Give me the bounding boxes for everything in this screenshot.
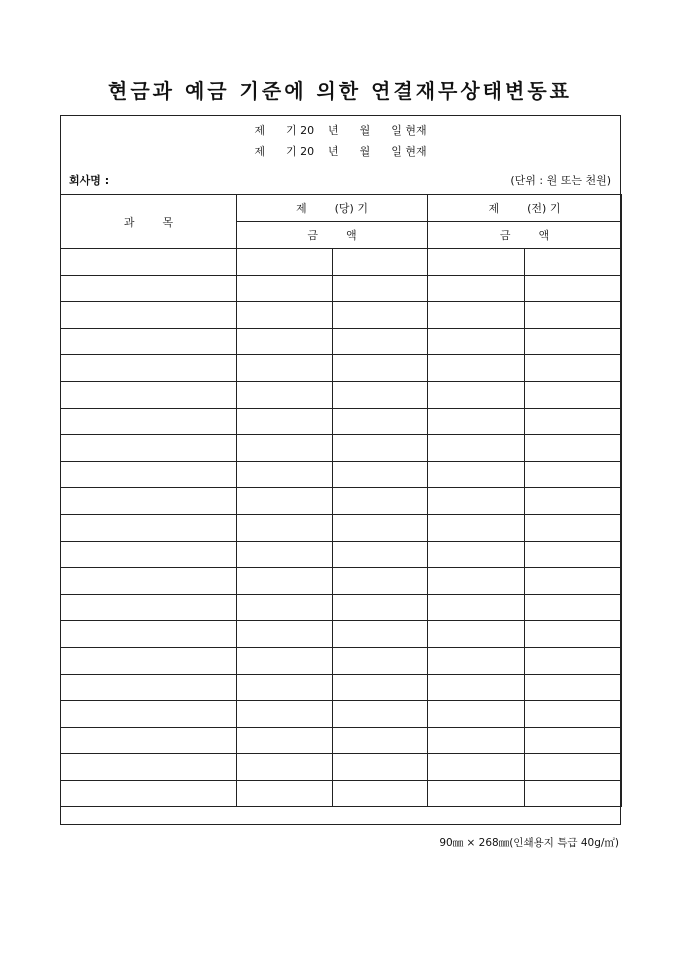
cell-prior-amount-1[interactable] — [428, 514, 525, 541]
cell-prior-amount-2[interactable] — [525, 647, 622, 674]
table-header-row — [61, 195, 622, 222]
cell-current-amount-1[interactable] — [237, 328, 333, 355]
cell-prior-amount-2[interactable] — [525, 408, 622, 435]
cell-prior-amount-2[interactable] — [525, 249, 622, 276]
table-row — [61, 568, 622, 595]
cell-prior-amount-1[interactable] — [428, 780, 525, 807]
table-row — [61, 754, 622, 781]
cell-account[interactable] — [61, 594, 237, 621]
cell-current-amount-1[interactable] — [237, 701, 333, 728]
cell-prior-amount-2[interactable] — [525, 435, 622, 462]
cell-current-amount-1[interactable] — [237, 541, 333, 568]
cell-prior-amount-2[interactable] — [525, 275, 622, 302]
cell-current-amount-2[interactable] — [333, 408, 428, 435]
period-line-current: 제 기 20 년 월 일 현재 — [254, 124, 427, 137]
cell-current-amount-2[interactable] — [333, 435, 428, 462]
table-row — [61, 435, 622, 462]
period-line-prior: 제 기 20 년 월 일 현재 — [254, 145, 427, 158]
cell-prior-amount-1[interactable] — [428, 381, 525, 408]
cell-prior-amount-2[interactable] — [525, 328, 622, 355]
cell-account[interactable] — [61, 514, 237, 541]
table-row — [61, 328, 622, 355]
cell-account[interactable] — [61, 674, 237, 701]
cell-prior-amount-2[interactable] — [525, 780, 622, 807]
cell-account[interactable] — [61, 568, 237, 595]
cell-prior-amount-1[interactable] — [428, 727, 525, 754]
table-row — [61, 275, 622, 302]
cell-current-amount-2[interactable] — [333, 621, 428, 648]
cell-current-amount-2[interactable] — [333, 328, 428, 355]
cell-prior-amount-1[interactable] — [428, 275, 525, 302]
cell-account[interactable] — [61, 647, 237, 674]
cell-prior-amount-1[interactable] — [428, 461, 525, 488]
cell-current-amount-1[interactable] — [237, 435, 333, 462]
cell-account[interactable] — [61, 355, 237, 382]
header-current-period: 제 (당) 기 — [237, 195, 428, 222]
cell-prior-amount-2[interactable] — [525, 621, 622, 648]
cell-current-amount-1[interactable] — [237, 488, 333, 515]
cell-prior-amount-2[interactable] — [525, 594, 622, 621]
cell-current-amount-1[interactable] — [237, 381, 333, 408]
cell-prior-amount-2[interactable] — [525, 674, 622, 701]
cell-current-amount-2[interactable] — [333, 647, 428, 674]
table-row — [61, 701, 622, 728]
cell-current-amount-1[interactable] — [237, 461, 333, 488]
cell-prior-amount-1[interactable] — [428, 647, 525, 674]
cell-account[interactable] — [61, 328, 237, 355]
cell-account[interactable] — [61, 435, 237, 462]
cell-current-amount-1[interactable] — [237, 302, 333, 329]
cell-current-amount-2[interactable] — [333, 381, 428, 408]
header-prior-period: 제 (전) 기 — [428, 195, 622, 222]
cell-prior-amount-2[interactable] — [525, 302, 622, 329]
cell-account[interactable] — [61, 488, 237, 515]
cell-prior-amount-2[interactable] — [525, 754, 622, 781]
cell-current-amount-1[interactable] — [237, 727, 333, 754]
cell-current-amount-1[interactable] — [237, 647, 333, 674]
header-account: 과 목 — [61, 195, 237, 249]
cell-account[interactable] — [61, 249, 237, 276]
cell-current-amount-2[interactable] — [333, 355, 428, 382]
cell-account[interactable] — [61, 302, 237, 329]
cell-account[interactable] — [61, 275, 237, 302]
table-row — [61, 674, 622, 701]
cell-prior-amount-2[interactable] — [525, 514, 622, 541]
cell-current-amount-1[interactable] — [237, 408, 333, 435]
cell-prior-amount-2[interactable] — [525, 488, 622, 515]
cell-current-amount-1[interactable] — [237, 754, 333, 781]
table-row — [61, 594, 622, 621]
cell-current-amount-1[interactable] — [237, 514, 333, 541]
form-frame — [60, 115, 621, 825]
cell-prior-amount-2[interactable] — [525, 568, 622, 595]
cell-prior-amount-1[interactable] — [428, 541, 525, 568]
cell-prior-amount-1[interactable] — [428, 302, 525, 329]
cell-current-amount-1[interactable] — [237, 674, 333, 701]
cell-current-amount-1[interactable] — [237, 568, 333, 595]
cell-prior-amount-1[interactable] — [428, 355, 525, 382]
cell-current-amount-2[interactable] — [333, 514, 428, 541]
cell-current-amount-2[interactable] — [333, 249, 428, 276]
table-row — [61, 780, 622, 807]
cell-prior-amount-2[interactable] — [525, 355, 622, 382]
cell-current-amount-2[interactable] — [333, 488, 428, 515]
table-row — [61, 381, 622, 408]
cell-prior-amount-2[interactable] — [525, 381, 622, 408]
cell-prior-amount-1[interactable] — [428, 674, 525, 701]
company-label: 회사명 : — [69, 174, 110, 187]
unit-label: (단위 : 원 또는 천원) — [510, 174, 611, 187]
cell-account[interactable] — [61, 408, 237, 435]
cell-account[interactable] — [61, 381, 237, 408]
cell-prior-amount-1[interactable] — [428, 701, 525, 728]
cell-account[interactable] — [61, 727, 237, 754]
cell-current-amount-1[interactable] — [237, 780, 333, 807]
cell-prior-amount-1[interactable] — [428, 594, 525, 621]
header-amount-current: 금 액 — [237, 222, 428, 249]
cell-current-amount-2[interactable] — [333, 780, 428, 807]
cell-current-amount-2[interactable] — [333, 594, 428, 621]
header-amount-prior: 금 액 — [428, 222, 622, 249]
cell-prior-amount-1[interactable] — [428, 435, 525, 462]
cell-current-amount-2[interactable] — [333, 275, 428, 302]
cell-prior-amount-2[interactable] — [525, 541, 622, 568]
cell-current-amount-1[interactable] — [237, 249, 333, 276]
cell-current-amount-2[interactable] — [333, 701, 428, 728]
cell-prior-amount-2[interactable] — [525, 701, 622, 728]
table-row — [61, 621, 622, 648]
cell-prior-amount-1[interactable] — [428, 754, 525, 781]
cell-prior-amount-1[interactable] — [428, 488, 525, 515]
table-row — [61, 302, 622, 329]
table-row — [61, 408, 622, 435]
table-row — [61, 355, 622, 382]
cell-prior-amount-1[interactable] — [428, 249, 525, 276]
cell-account[interactable] — [61, 541, 237, 568]
cell-account[interactable] — [61, 701, 237, 728]
cell-current-amount-2[interactable] — [333, 302, 428, 329]
table-row — [61, 488, 622, 515]
cell-current-amount-2[interactable] — [333, 568, 428, 595]
cell-current-amount-2[interactable] — [333, 754, 428, 781]
cell-account[interactable] — [61, 621, 237, 648]
cell-prior-amount-1[interactable] — [428, 408, 525, 435]
table-row — [61, 647, 622, 674]
cell-prior-amount-2[interactable] — [525, 727, 622, 754]
cell-prior-amount-1[interactable] — [428, 568, 525, 595]
form-title: 현금과 예금 기준에 의한 연결재무상태변동표 — [108, 79, 572, 103]
cell-account[interactable] — [61, 754, 237, 781]
cell-current-amount-1[interactable] — [237, 594, 333, 621]
cell-prior-amount-1[interactable] — [428, 621, 525, 648]
table-row — [61, 249, 622, 276]
cell-account[interactable] — [61, 780, 237, 807]
cell-current-amount-1[interactable] — [237, 275, 333, 302]
cell-prior-amount-2[interactable] — [525, 461, 622, 488]
cell-prior-amount-1[interactable] — [428, 328, 525, 355]
cell-current-amount-1[interactable] — [237, 621, 333, 648]
cell-current-amount-1[interactable] — [237, 355, 333, 382]
table-row — [61, 727, 622, 754]
paper-spec-note: 90㎜ × 268㎜(인쇄용지 특급 40g/㎡) — [439, 837, 619, 849]
cell-account[interactable] — [61, 461, 237, 488]
cell-current-amount-2[interactable] — [333, 674, 428, 701]
table-row — [61, 541, 622, 568]
table-row — [61, 461, 622, 488]
cell-current-amount-2[interactable] — [333, 461, 428, 488]
table-row — [61, 514, 622, 541]
cell-current-amount-2[interactable] — [333, 541, 428, 568]
statement-table — [60, 194, 622, 807]
cell-current-amount-2[interactable] — [333, 727, 428, 754]
